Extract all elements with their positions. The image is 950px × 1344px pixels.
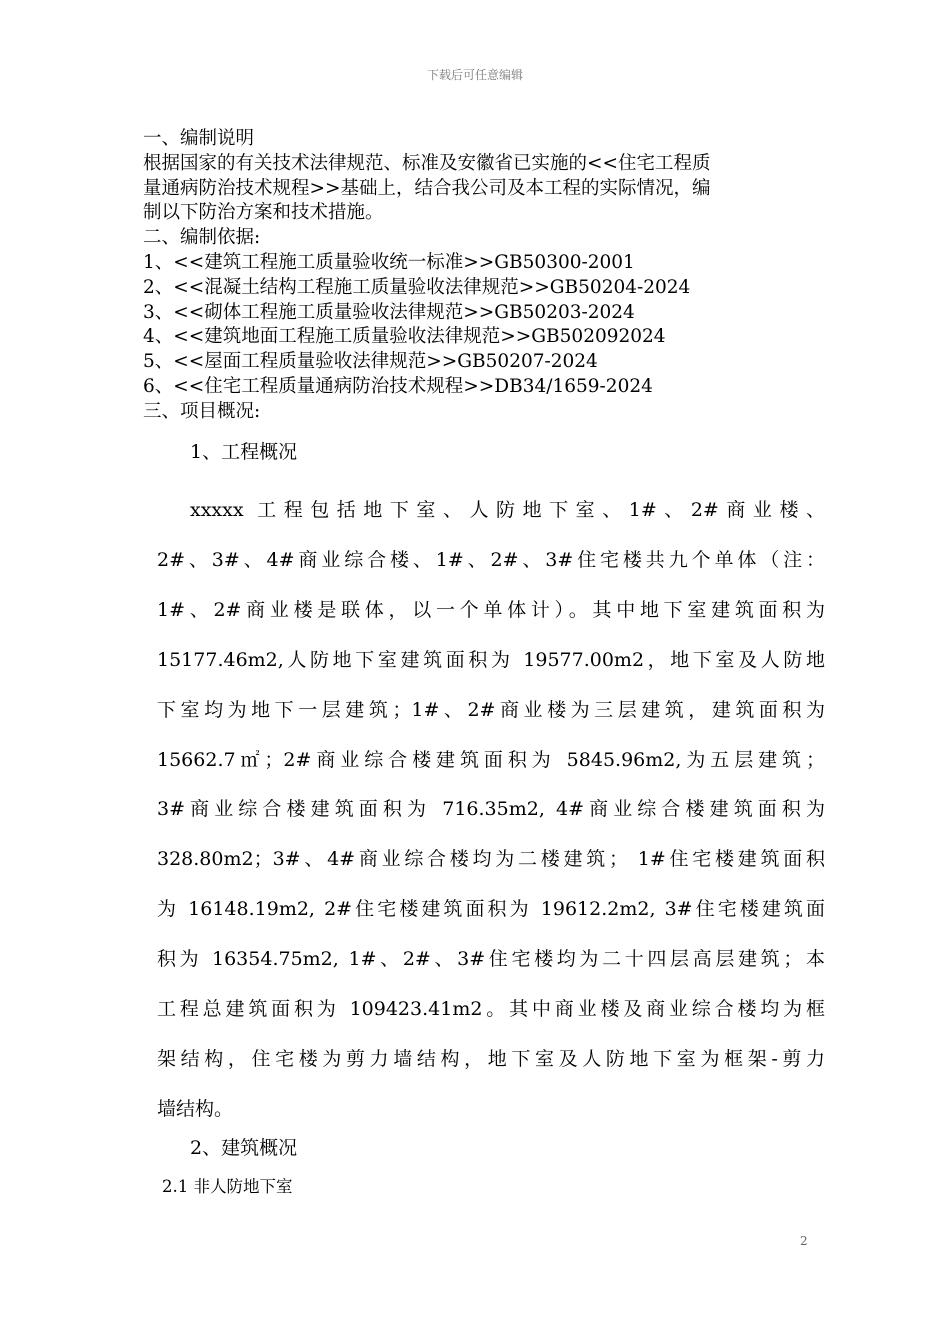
- section-heading-1: 一、编制说明: [143, 128, 255, 149]
- paragraph-line: 积为 16354.75m2, 1#、2#、3#住宅楼均为二十四层高层建筑；本: [157, 948, 825, 971]
- section1-line-2: 量通病防治技术规程>>基础上，结合我公司及本工程的实际情况，编: [143, 177, 711, 199]
- basis-item-5: 5、<<屋面工程质量验收法律规范>>GB50207-2024: [143, 351, 598, 373]
- basis-item-6: 6、<<住宅工程质量通病防治技术规程>>DB34/1659-2024: [143, 375, 653, 397]
- subheading-non-civil-defense-basement: 2.1 非人防地下室: [162, 1177, 293, 1196]
- page-number: 2: [800, 1234, 808, 1248]
- paragraph-line: 架结构，住宅楼为剪力墙结构，地下室及人防地下室为框架-剪力: [157, 1047, 825, 1070]
- paragraph-line: 下室均为地下一层建筑；1#、2#商业楼为三层建筑，建筑面积为: [157, 698, 825, 721]
- paragraph-line: 15662.7㎡；2#商业综合楼建筑面积为 5845.96m2,为五层建筑；: [157, 748, 825, 771]
- page-header: 下载后可任意编辑: [426, 68, 523, 82]
- section1-line-1: 根据国家的有关技术法律规范、标准及安徽省已实施的<<住宅工程质: [143, 152, 711, 174]
- section-heading-2: 二、编制依据:: [143, 227, 261, 249]
- basis-item-4: 4、<<建筑地面工程施工质量验收法律规范>>GB502092024: [143, 326, 666, 348]
- paragraph-line: 15177.46m2,人防地下室建筑面积为 19577.00m2，地下室及人防地: [157, 648, 825, 671]
- basis-item-2: 2、<<混凝土结构工程施工质量验收法律规范>>GB50204-2024: [143, 276, 691, 298]
- basis-item-3: 3、<<砌体工程施工质量验收法律规范>>GB50203-2024: [143, 301, 635, 323]
- subheading-architecture-overview: 2、建筑概况: [190, 1137, 298, 1159]
- project-overview-paragraph: [157, 486, 825, 1135]
- paragraph-line: xxxxx 工程包括地下室、人防地下室、1#、2#商业楼、: [190, 499, 825, 521]
- paragraph-line: 1#、2#商业楼是联体，以一个单体计）。其中地下室建筑面积为: [157, 598, 825, 621]
- basis-item-1: 1、<<建筑工程施工质量验收统一标准>>GB50300-2001: [143, 251, 635, 273]
- subheading-project-overview: 1、工程概况: [190, 441, 298, 463]
- paragraph-line: 为 16148.19m2, 2#住宅楼建筑面积为 19612.2m2, 3#住宅楼建筑面: [157, 898, 825, 921]
- paragraph-line: 墙结构。: [157, 1097, 234, 1120]
- section-heading-3: 三、项目概况:: [143, 400, 261, 422]
- paragraph-line: 2#、3#、4#商业综合楼、1#、2#、3#住宅楼共九个单体（注：: [157, 548, 825, 571]
- paragraph-line: 3#商业综合楼建筑面积为 716.35m2, 4#商业综合楼建筑面积为: [157, 798, 825, 821]
- paragraph-line: 工程总建筑面积为 109423.41m2。其中商业楼及商业综合楼均为框: [157, 998, 825, 1021]
- section1-line-3: 制以下防治方案和技术措施。: [143, 202, 384, 224]
- paragraph-line: 328.80m2；3#、4#商业综合楼均为二楼建筑； 1#住宅楼建筑面积: [157, 848, 825, 871]
- intro-block: [143, 127, 823, 425]
